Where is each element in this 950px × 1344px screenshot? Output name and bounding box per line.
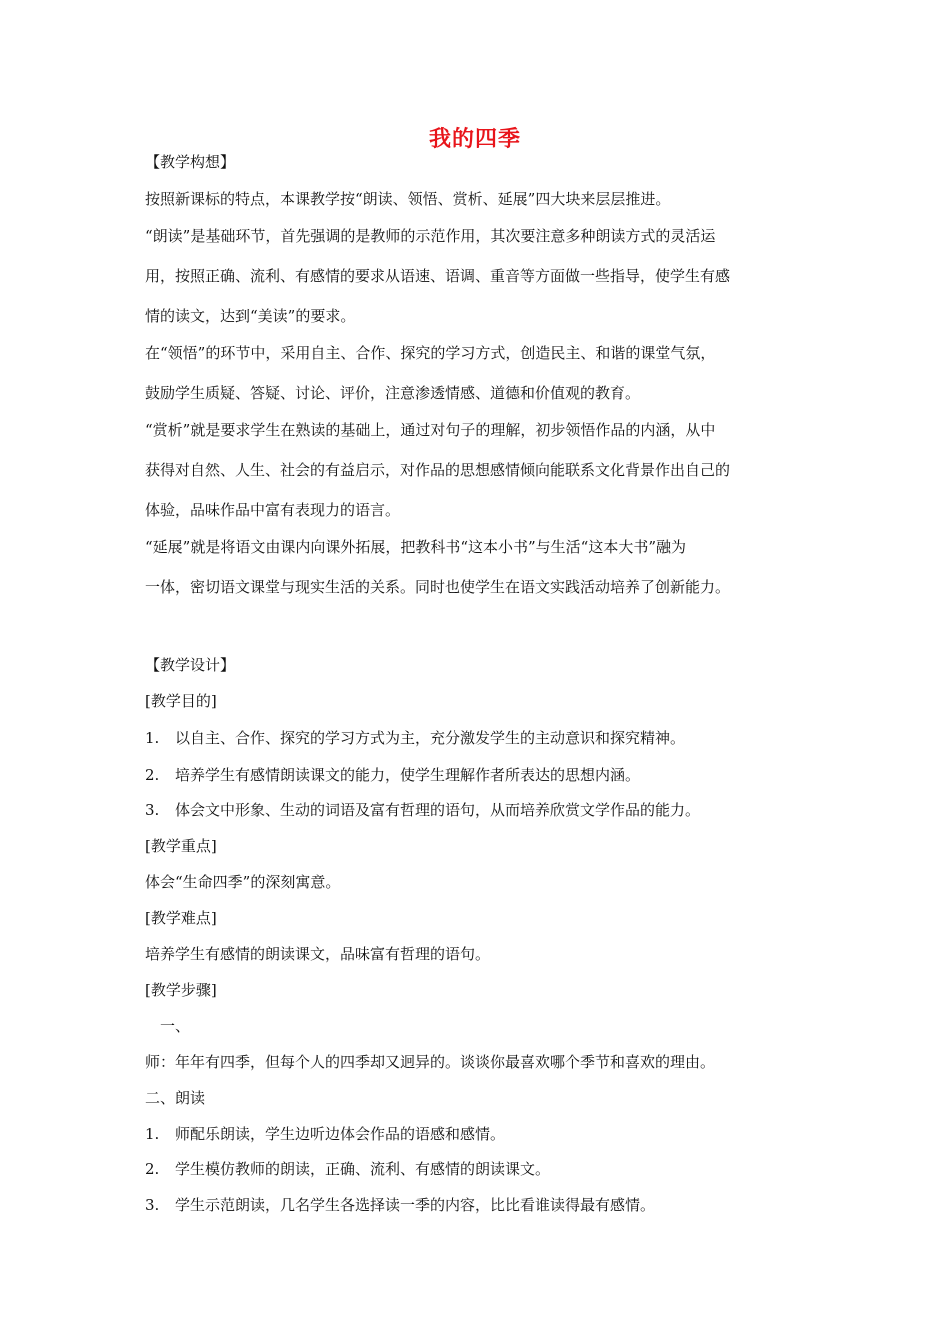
paragraph-line: “朗读”是基础环节，首先强调的是教师的示范作用，其次要注意多种朗读方式的灵活运 [145, 227, 716, 245]
step-heading: 一、 [160, 1017, 191, 1035]
subheading-teaching-objectives: [教学目的] [145, 692, 217, 710]
list-item [145, 728, 825, 748]
paragraph-line: 鼓励学生质疑、答疑、讨论、评价，注意渗透情感、道德和价值观的教育。 [145, 384, 641, 402]
list-item-number: 1. [145, 1125, 160, 1143]
paragraph-line: 体会“生命四季”的深刻寓意。 [145, 873, 341, 891]
list-item [145, 1195, 825, 1215]
step-heading: 二、朗读 [145, 1089, 206, 1107]
list-item [145, 800, 825, 820]
paragraph-line: 在“领悟”的环节中，采用自主、合作、探究的学习方式，创造民主、和谐的课堂气氛， [145, 344, 716, 362]
subheading-teaching-difficulty: [教学难点] [145, 909, 217, 927]
paragraph-line: 一体，密切语文课堂与现实生活的关系。同时也使学生在语文实践活动培养了创新能力。 [145, 578, 731, 596]
list-item-text: 学生模仿教师的朗读，正确、流利、有感情的朗读课文。 [175, 1160, 551, 1178]
list-item [145, 765, 825, 785]
paragraph-line: “延展”就是将语文由课内向课外拓展，把教科书“这本小书”与生活“这本大书”融为 [145, 538, 687, 556]
subheading-teaching-focus: [教学重点] [145, 837, 217, 855]
paragraph-line: “赏析”就是要求学生在熟读的基础上，通过对句子的理解，初步领悟作品的内涵，从中 [145, 421, 716, 439]
list-item-text: 学生示范朗读，几名学生各选择读一季的内容，比比看谁读得最有感情。 [175, 1196, 656, 1214]
list-item-text: 体会文中形象、生动的词语及富有哲理的语句，从而培养欣赏文学作品的能力。 [175, 801, 701, 819]
paragraph-line: 情的读文，达到“美读”的要求。 [145, 307, 356, 325]
list-item-number: 3. [145, 801, 160, 819]
paragraph-line: 用，按照正确、流利、有感情的要求从语速、语调、重音等方面做一些指导，使学生有感 [145, 267, 731, 285]
document-title: 我的四季 [428, 126, 521, 152]
paragraph-line: 师：年年有四季，但每个人的四季却又迥异的。谈谈你最喜欢哪个季节和喜欢的理由。 [145, 1053, 716, 1071]
list-item-text: 培养学生有感情朗读课文的能力，使学生理解作者所表达的思想内涵。 [175, 766, 641, 784]
section-heading-teaching-design: 【教学设计】 [145, 656, 236, 674]
list-item-number: 1. [145, 729, 160, 747]
list-item [145, 1159, 825, 1179]
list-item-text: 以自主、合作、探究的学习方式为主，充分激发学生的主动意识和探究精神。 [175, 729, 686, 747]
section-heading-teaching-concept: 【教学构想】 [145, 153, 236, 171]
paragraph-line: 体验，品味作品中富有表现力的语言。 [145, 501, 401, 519]
paragraph-line: 按照新课标的特点，本课教学按“朗读、领悟、赏析、延展”四大块来层层推进。 [145, 190, 671, 208]
subheading-teaching-steps: [教学步骤] [145, 981, 217, 999]
list-item-text: 师配乐朗读，学生边听边体会作品的语感和感情。 [175, 1125, 506, 1143]
list-item-number: 2. [145, 1160, 160, 1178]
list-item [145, 1124, 825, 1144]
list-item-number: 3. [145, 1196, 160, 1214]
list-item-number: 2. [145, 766, 160, 784]
paragraph-line: 获得对自然、人生、社会的有益启示，对作品的思想感情倾向能联系文化背景作出自己的 [145, 461, 731, 479]
paragraph-line: 培养学生有感情的朗读课文，品味富有哲理的语句。 [145, 945, 491, 963]
